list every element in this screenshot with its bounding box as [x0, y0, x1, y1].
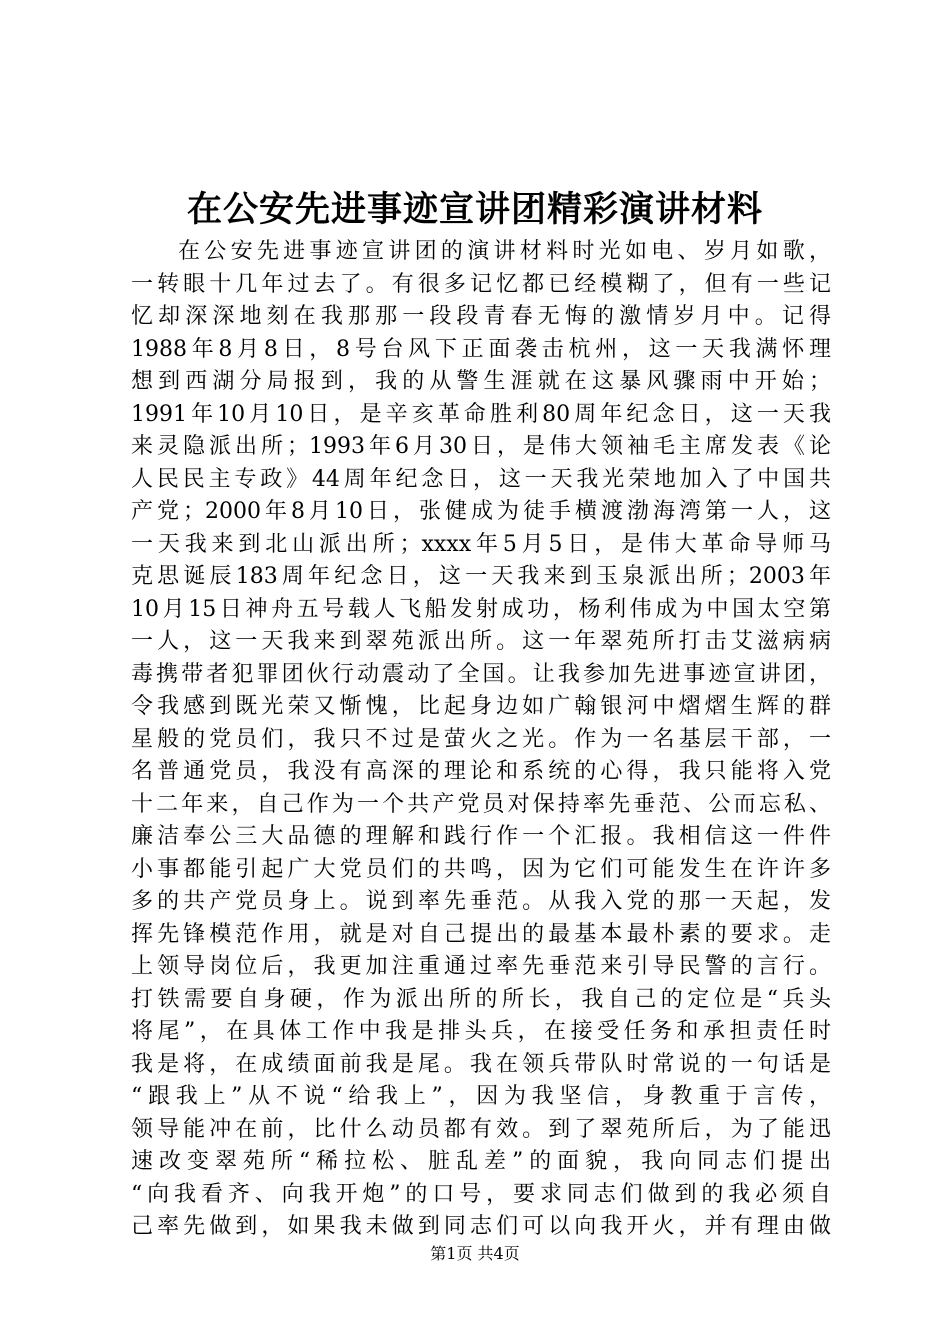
- body-line: 令我感到既光荣又惭愧，比起身边如广翰银河中熠熠生辉的群: [131, 694, 831, 719]
- page-number-footer: 第1页 共4页: [430, 1244, 520, 1263]
- body-line: 领导能冲在前，比什么动员都有效。到了翠苑所后，为了能迅: [131, 1116, 831, 1142]
- body-line: 打铁需要自身硬，作为派出所的所长，我自己的定位是“兵头: [131, 986, 831, 1012]
- body-line: 想到西湖分局报到，我的从警生涯就在这暴风骤雨中开始；: [131, 369, 831, 394]
- body-line: “跟我上”从不说“给我上”，因为我坚信，身教重于言传，: [131, 1084, 831, 1109]
- body-line: 1991年10月10日，是辛亥革命胜利80周年纪念日，这一天我: [131, 401, 831, 427]
- body-line: 星般的党员们，我只不过是萤火之光。作为一名基层干部，一: [131, 726, 831, 752]
- body-line: 速改变翠苑所“稀拉松、脏乱差”的面貌，我向同志们提出: [131, 1149, 831, 1174]
- body-line: 挥先锋模范作用，就是对自己提出的最基本最朴素的要求。走: [131, 921, 831, 947]
- body-line: 来灵隐派出所；1993年6月30日，是伟大领袖毛主席发表《论: [131, 434, 831, 459]
- body-line: 人民民主专政》44周年纪念日，这一天我光荣地加入了中国共: [131, 466, 831, 492]
- body-line: 毒携带者犯罪团伙行动震动了全国。让我参加先进事迹宣讲团，: [131, 661, 831, 687]
- body-line: 一转眼十几年过去了。有很多记忆都已经模糊了，但有一些记: [131, 271, 831, 297]
- body-line: 1988年8月8日，8号台风下正面袭击杭州，这一天我满怀理: [131, 336, 831, 362]
- body-line: 我是将，在成绩面前我是尾。我在领兵带队时常说的一句话是: [131, 1051, 831, 1077]
- body-line: “向我看齐、向我开炮”的口号，要求同志们做到的我必须自: [131, 1181, 831, 1207]
- body-line: 一人，这一天我来到翠苑派出所。这一年翠苑所打击艾滋病病: [131, 629, 831, 654]
- body-line: 忆却深深地刻在我那那一段段青春无悔的激情岁月中。记得: [131, 304, 831, 329]
- body-line: 10月15日神舟五号载人飞船发射成功，杨利伟成为中国太空第: [131, 596, 831, 622]
- document-title: 在公安先进事迹宣讲团精彩演讲材料: [186, 189, 763, 230]
- body-line: 廉洁奉公三大品德的理解和践行作一个汇报。我相信这一件件: [131, 824, 831, 849]
- body-line: 名普通党员，我没有高深的理论和系统的心得，我只能将入党: [131, 759, 831, 784]
- body-line: 小事都能引起广大党员们的共鸣，因为它们可能发生在许许多: [131, 856, 831, 882]
- document-body: [131, 236, 831, 1244]
- body-line: 十二年来，自己作为一个共产党员对保持率先垂范、公而忘私、: [131, 791, 831, 817]
- body-line: 己率先做到，如果我未做到同志们可以向我开火，并有理由做: [131, 1214, 831, 1239]
- body-line: 产党；2000年8月10日，张健成为徒手横渡渤海湾第一人，这: [131, 499, 831, 524]
- body-line: 一天我来到北山派出所；xxxx年5月5日，是伟大革命导师马: [131, 531, 831, 557]
- body-line: 在公安先进事迹宣讲团的演讲材料时光如电、岁月如歌，: [178, 239, 831, 264]
- body-line: 将尾”，在具体工作中我是排头兵，在接受任务和承担责任时: [131, 1019, 831, 1044]
- body-line: 克思诞辰183周年纪念日，这一天我来到玉泉派出所；2003年: [131, 564, 831, 589]
- body-line: 多的共产党员身上。说到率先垂范。从我入党的那一天起，发: [131, 889, 831, 914]
- body-line: 上领导岗位后，我更加注重通过率先垂范来引导民警的言行。: [131, 954, 831, 979]
